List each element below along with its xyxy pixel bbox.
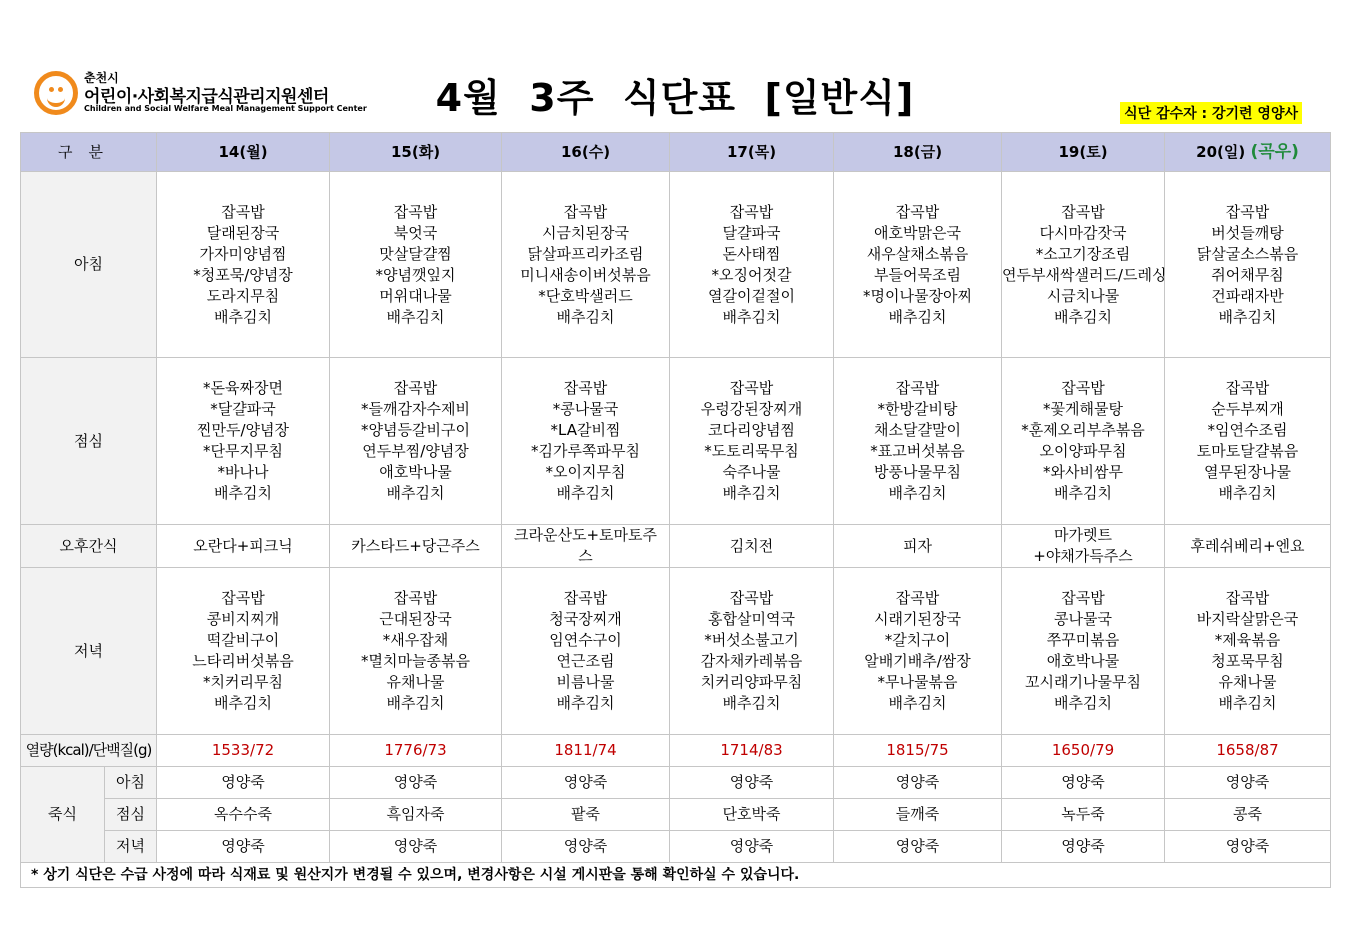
menu-item: 닭살파프리카조림 [527, 244, 644, 263]
menu-item: 도라지무침 [206, 286, 280, 305]
menu-item: 배추김치 [1218, 694, 1277, 712]
menu-item: 미니새송이버섯볶음 [520, 265, 651, 284]
menu-item: 감자채카레볶음 [700, 652, 803, 670]
menu-item: 유채나물 [1218, 673, 1277, 691]
header-row [21, 133, 1331, 172]
menu-item: *콩나물국 [552, 400, 619, 418]
snack-menu-cell [157, 525, 330, 568]
breakfast-row [21, 172, 1331, 358]
porridge-value: 옥수수죽 [157, 799, 330, 831]
menu-item: 애호박나물 [1046, 652, 1120, 670]
menu-item: *김가루쪽파무침 [531, 442, 640, 460]
menu-item: 잡곡밥 [729, 379, 774, 397]
menu-item: 달래된장국 [206, 223, 280, 242]
menu-item: 잡곡밥 [563, 202, 608, 221]
porridge-row [21, 767, 1331, 799]
dinner-row [21, 568, 1331, 735]
menu-item: 달걀파국 [722, 223, 781, 242]
porridge-value: 영양죽 [834, 767, 1002, 799]
menu-item: 열무된장나물 [1204, 463, 1291, 481]
menu-item: *오징어젓갈 [711, 265, 792, 284]
menu-item: +야채가득주스 [1033, 547, 1133, 565]
menu-item: 연근조림 [556, 652, 615, 670]
menu-item: *달걀파국 [210, 400, 276, 418]
menu-item: *제육볶음 [1214, 631, 1281, 649]
porridge-value: 콩죽 [1165, 799, 1331, 831]
menu-item: 콩비지찌개 [206, 610, 280, 628]
porridge-value: 영양죽 [670, 831, 834, 863]
lunch-row [21, 358, 1331, 525]
logo-english-name: Children and Social Welfare Meal Management Support Center [84, 104, 367, 113]
menu-item: 새우살채소볶음 [866, 244, 969, 263]
menu-item: 부들어묵조림 [874, 265, 961, 284]
nutrition-value: 1811/74 [502, 735, 670, 767]
porridge-value: 단호박죽 [670, 799, 834, 831]
menu-item: 배추김치 [556, 307, 615, 326]
menu-item: 스 [578, 547, 593, 565]
nutrition-label: 열량(kcal)/단백질(g) [21, 735, 157, 767]
menu-item: 청국장찌개 [549, 610, 622, 628]
dinner-menu-cell [157, 568, 330, 735]
menu-item: 홍합살미역국 [708, 610, 795, 628]
menu-item: 순두부찌개 [1211, 400, 1284, 418]
menu-item: 배추김치 [1218, 484, 1277, 502]
porridge-value: 영양죽 [330, 767, 502, 799]
menu-item: 쭈꾸미볶음 [1046, 631, 1120, 649]
supervisor-badge: 식단 감수자 : 강기련 영양사 [1120, 102, 1302, 124]
menu-item: 임연수구이 [549, 631, 622, 649]
menu-item: 김치전 [729, 536, 774, 555]
lunch-menu-cell [834, 358, 1002, 525]
lunch-menu-cell [157, 358, 330, 525]
menu-item: 애호박맑은국 [874, 223, 961, 242]
porridge-value: 녹두죽 [1002, 799, 1165, 831]
menu-item: *단무지무침 [203, 442, 283, 460]
porridge-meal-label: 아침 [105, 767, 157, 799]
porridge-row [21, 799, 1331, 831]
menu-item: 배추김치 [1054, 484, 1112, 502]
menu-item: 배추김치 [722, 307, 781, 326]
menu-item: 잡곡밥 [895, 589, 940, 607]
lunch-menu-cell [502, 358, 670, 525]
menu-item: 카스타드+당근주스 [351, 536, 480, 555]
menu-item: *한방갈비탕 [877, 400, 958, 418]
porridge-value: 영양죽 [157, 767, 330, 799]
menu-item: 알배기배추/쌈장 [864, 652, 971, 670]
menu-item: *표고버섯볶음 [870, 442, 965, 460]
snack-menu-cell [670, 525, 834, 568]
breakfast-menu-cell [157, 172, 330, 358]
menu-item: *양념깻잎지 [375, 265, 456, 284]
menu-item: 닭살굴소스볶음 [1196, 244, 1299, 263]
nutrition-value: 1650/79 [1002, 735, 1165, 767]
menu-item: 잡곡밥 [1225, 379, 1270, 397]
snack-menu-cell [1165, 525, 1331, 568]
menu-item: 북엇국 [393, 223, 438, 242]
menu-item: *멸치마늘종볶음 [361, 652, 470, 670]
menu-item: 찐만두/양념장 [197, 421, 290, 439]
porridge-value: 영양죽 [834, 831, 1002, 863]
menu-item: 배추김치 [1054, 307, 1112, 326]
dinner-menu-cell [1165, 568, 1331, 735]
menu-item: *새우잡채 [382, 631, 449, 649]
logo-city: 춘천시 [84, 71, 119, 85]
breakfast-menu-cell [330, 172, 502, 358]
menu-item: 잡곡밥 [1061, 589, 1105, 607]
day-header: 16(수) [502, 133, 670, 172]
menu-item: 배추김치 [722, 484, 781, 502]
menu-item: 시래기된장국 [874, 610, 961, 628]
lunch-menu-cell [1002, 358, 1165, 525]
porridge-value: 영양죽 [330, 831, 502, 863]
menu-item: *바나나 [217, 463, 269, 481]
snack-menu-cell [834, 525, 1002, 568]
menu-item: 우렁강된장찌개 [700, 400, 803, 418]
menu-item: 코다리양념찜 [708, 421, 795, 439]
menu-item: 배추김치 [1054, 694, 1112, 712]
category-header: 구분 [21, 133, 157, 172]
menu-item: 치커리양파무침 [700, 673, 803, 691]
dinner-menu-cell [834, 568, 1002, 735]
menu-item: 잡곡밥 [729, 589, 774, 607]
nutrition-value: 1776/73 [330, 735, 502, 767]
menu-item: *임연수조림 [1207, 421, 1288, 439]
day-header: 15(화) [330, 133, 502, 172]
menu-item: *돈육짜장면 [203, 379, 283, 397]
menu-item: 시금치된장국 [542, 223, 629, 242]
menu-item: 콩나물국 [1054, 610, 1112, 628]
day-header: 18(금) [834, 133, 1002, 172]
porridge-value: 영양죽 [157, 831, 330, 863]
menu-item: *도토리묵무침 [704, 442, 799, 460]
porridge-value: 영양죽 [502, 831, 670, 863]
menu-item: 피자 [903, 536, 932, 555]
snack-label: 오후간식 [21, 525, 157, 568]
dinner-menu-cell [1002, 568, 1165, 735]
menu-item: 유채나물 [386, 673, 445, 691]
porridge-value: 영양죽 [502, 767, 670, 799]
page-title: 4월 3주 식단표 [일반식] [435, 76, 915, 120]
menu-item: 잡곡밥 [1061, 379, 1105, 397]
menu-item: 청포묵무침 [1211, 652, 1284, 670]
menu-item: 배추김치 [214, 694, 272, 712]
menu-item: 후레쉬베리+엔요 [1190, 536, 1305, 555]
nutrition-value: 1815/75 [834, 735, 1002, 767]
porridge-meal-label: 점심 [105, 799, 157, 831]
breakfast-menu-cell [1165, 172, 1331, 358]
lunch-menu-cell [1165, 358, 1331, 525]
snack-menu-cell [502, 525, 670, 568]
menu-item: 배추김치 [1218, 307, 1277, 326]
menu-item: 잡곡밥 [1061, 202, 1105, 221]
porridge-meal-label: 저녁 [105, 831, 157, 863]
menu-item: 숙주나물 [722, 463, 781, 481]
porridge-value: 영양죽 [1002, 831, 1165, 863]
menu-item: 잡곡밥 [563, 379, 608, 397]
menu-item: 배추김치 [386, 484, 445, 502]
breakfast-menu-cell [1002, 172, 1165, 358]
menu-item: *LA갈비찜 [550, 421, 621, 439]
menu-item: *갈치구이 [884, 631, 951, 649]
menu-item: 가자미양념찜 [199, 244, 287, 263]
footnote: * 상기 식단은 수급 사정에 따라 식재료 및 원산지가 변경될 수 있으며, 변경사항은 시설 게시판을 통해 확인하실 수 있습니다. [21, 863, 1331, 888]
menu-item: 쥐어채무침 [1211, 265, 1284, 284]
menu-item: *소고기장조림 [1035, 244, 1131, 263]
breakfast-menu-cell [502, 172, 670, 358]
menu-item: 배추김치 [556, 694, 615, 712]
porridge-value: 영양죽 [1002, 767, 1165, 799]
menu-item: 잡곡밥 [563, 589, 608, 607]
dinner-label: 저녁 [21, 568, 157, 735]
page-header [20, 55, 1330, 131]
menu-item: 배추김치 [386, 307, 445, 326]
menu-item: 오란다+피크닉 [193, 536, 293, 555]
menu-item: 바지락살맑은국 [1196, 610, 1299, 628]
breakfast-menu-cell [670, 172, 834, 358]
day-header: 14(월) [157, 133, 330, 172]
nutrition-value: 1533/72 [157, 735, 330, 767]
menu-item: 돈사태찜 [722, 244, 781, 263]
menu-item: 배추김치 [214, 307, 272, 326]
menu-item: *와사비쌈무 [1043, 463, 1123, 481]
menu-item: 크라운산도+토마토주 [514, 526, 657, 544]
breakfast-menu-cell [834, 172, 1002, 358]
menu-item: 방풍나물무침 [874, 463, 961, 481]
nutrition-row [21, 735, 1331, 767]
dinner-menu-cell [670, 568, 834, 735]
porridge-value: 들깨죽 [834, 799, 1002, 831]
porridge-label: 죽식 [21, 767, 105, 863]
menu-item: 잡곡밥 [1225, 589, 1270, 607]
menu-item: 떡갈비구이 [206, 631, 280, 649]
menu-item: 열갈이겉절이 [708, 286, 795, 305]
menu-item: 잡곡밥 [729, 202, 774, 221]
lunch-menu-cell [670, 358, 834, 525]
menu-item: 잡곡밥 [895, 379, 940, 397]
nutrition-value: 1714/83 [670, 735, 834, 767]
porridge-value: 영양죽 [670, 767, 834, 799]
menu-item: *들깨감자수제비 [361, 400, 470, 418]
menu-item: 잡곡밥 [393, 379, 438, 397]
menu-item: 배추김치 [888, 694, 947, 712]
day-header: 19(토) [1002, 133, 1165, 172]
menu-item: *무나물볶음 [877, 673, 958, 691]
lunch-menu-cell [330, 358, 502, 525]
snack-menu-cell [1002, 525, 1165, 568]
menu-item: *명이나물장아찌 [863, 286, 972, 305]
menu-item: 잡곡밥 [221, 589, 265, 607]
menu-item: *양념등갈비구이 [361, 421, 470, 439]
weekly-menu-table [20, 132, 1331, 888]
menu-item: 근대된장국 [379, 610, 452, 628]
menu-item: 머위대나물 [379, 286, 452, 305]
menu-item: *꽃게해물탕 [1043, 400, 1123, 418]
breakfast-label: 아침 [21, 172, 157, 358]
porridge-value: 흑임자죽 [330, 799, 502, 831]
menu-item: *오이지무침 [545, 463, 626, 481]
snack-menu-cell [330, 525, 502, 568]
porridge-value: 팥죽 [502, 799, 670, 831]
menu-item: 연두부찜/양념장 [362, 442, 469, 460]
porridge-value: 영양죽 [1165, 831, 1331, 863]
menu-item: 배추김치 [888, 484, 947, 502]
logo-name: 어린이·사회복지급식관리지원센터 [84, 87, 329, 107]
menu-item: 배추김치 [556, 484, 615, 502]
menu-item: 연두부새싹샐러드/드레싱 [1002, 265, 1167, 284]
menu-item: 토마토달걀볶음 [1196, 442, 1299, 460]
menu-item: 애호박나물 [379, 463, 452, 481]
menu-item: 오이양파무침 [1039, 442, 1127, 460]
holiday-note: (곡우) [1250, 141, 1299, 162]
menu-item: 잡곡밥 [895, 202, 940, 221]
menu-item: 잡곡밥 [221, 202, 265, 221]
porridge-value: 영양죽 [1165, 767, 1331, 799]
menu-item: 배추김치 [722, 694, 781, 712]
menu-item: 잡곡밥 [393, 202, 438, 221]
menu-item: *청포묵/양념장 [193, 265, 293, 284]
menu-item: 꼬시래기나물무침 [1025, 673, 1141, 691]
lunch-label: 점심 [21, 358, 157, 525]
day-header: 20(일) (곡우) [1165, 133, 1331, 172]
snack-row [21, 525, 1331, 568]
menu-item: 시금치나물 [1046, 286, 1120, 305]
menu-item: 배추김치 [214, 484, 272, 502]
day-header: 17(목) [670, 133, 834, 172]
menu-item: *버섯소불고기 [704, 631, 799, 649]
menu-item: 맛살달걀찜 [379, 244, 452, 263]
nutrition-value: 1658/87 [1165, 735, 1331, 767]
footnote-row [21, 863, 1331, 888]
dinner-menu-cell [502, 568, 670, 735]
menu-item: 마가렛트 [1054, 526, 1112, 544]
porridge-row [21, 831, 1331, 863]
menu-item: 잡곡밥 [393, 589, 438, 607]
menu-item: 배추김치 [386, 694, 445, 712]
menu-item: 배추김치 [888, 307, 947, 326]
dinner-menu-cell [330, 568, 502, 735]
menu-item: 느타리버섯볶음 [192, 652, 294, 670]
menu-item: *치커리무침 [203, 673, 283, 691]
menu-item: 다시마감잣국 [1039, 223, 1127, 242]
menu-item: 비름나물 [556, 673, 615, 691]
menu-item: 버섯들깨탕 [1211, 223, 1284, 242]
menu-item: 잡곡밥 [1225, 202, 1270, 221]
menu-item: *단호박샐러드 [538, 286, 633, 305]
menu-item: 건파래자반 [1211, 286, 1284, 305]
menu-item: 채소달걀말이 [874, 421, 961, 439]
menu-item: *훈제오리부추볶음 [1021, 421, 1145, 439]
